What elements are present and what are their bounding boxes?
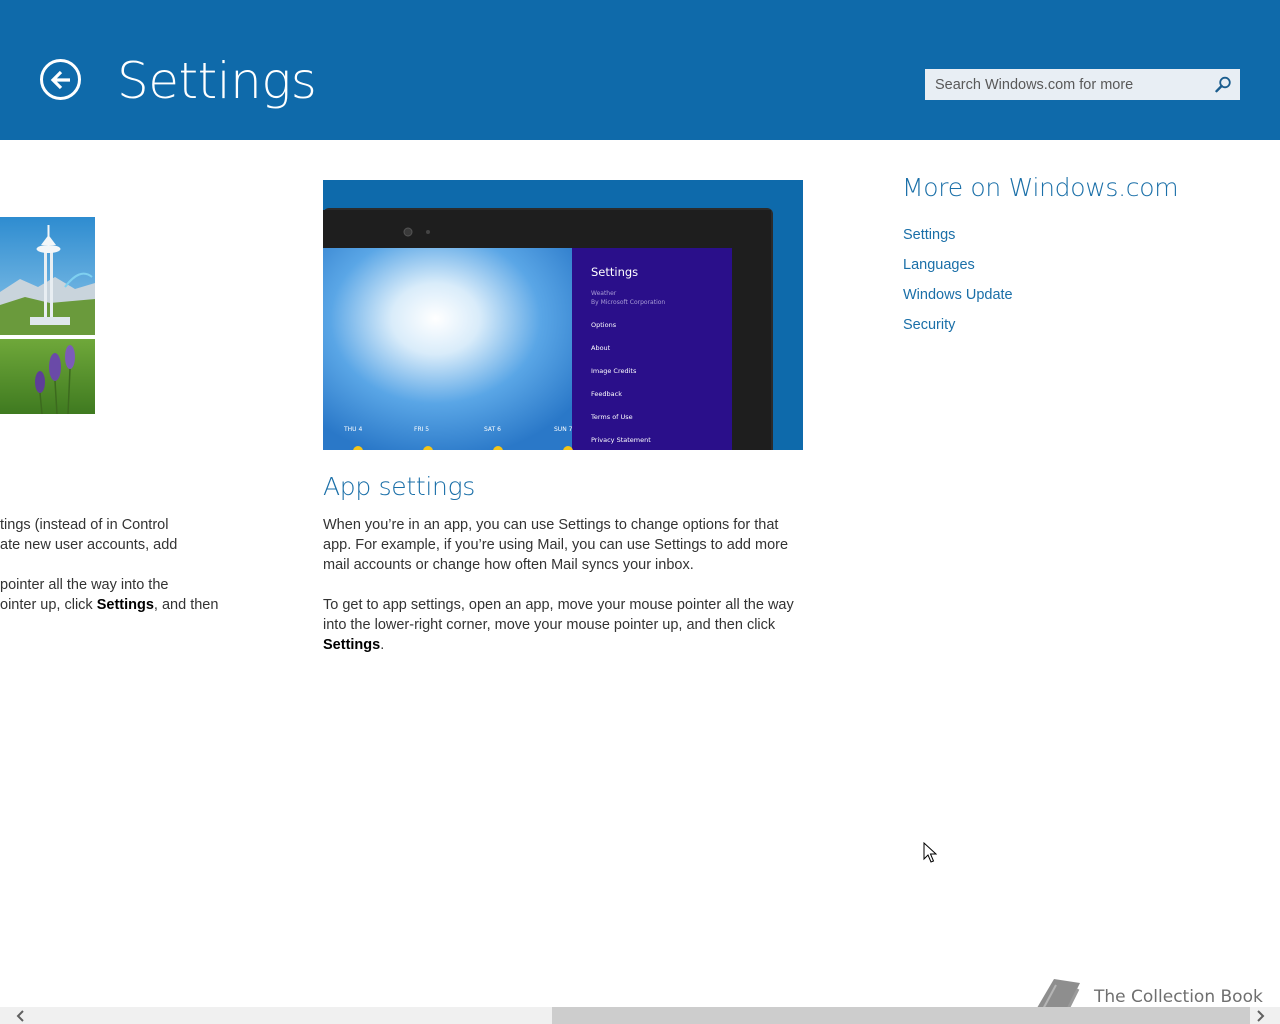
- panel-menu-item: About: [591, 344, 611, 352]
- left-section-text: [0, 515, 230, 615]
- link-settings[interactable]: Settings: [903, 227, 956, 243]
- panel-title: Settings: [591, 265, 639, 279]
- app-settings-paragraph-1: When you’re in an app, you can use Settings to change options for that app. For example, if you’re using Mail, you can use Settings to add more mail accounts or change how often Mail syncs your inbox.: [323, 517, 789, 573]
- chevron-left-icon: [16, 1010, 26, 1022]
- start-screen-tiles-image: [0, 217, 95, 414]
- back-arrow-icon: [50, 70, 72, 90]
- mouse-pointer-icon: [923, 842, 937, 864]
- left-line-1: tings (instead of in Control: [0, 517, 169, 533]
- panel-app-name: Weather: [591, 290, 617, 297]
- panel-menu-item: Image Credits: [591, 367, 637, 375]
- chevron-right-icon: [1255, 1010, 1265, 1022]
- back-button[interactable]: [40, 59, 81, 100]
- left-line-2: ate new user accounts, add: [0, 537, 178, 553]
- app-settings-paragraph-2: To get to app settings, open an app, move your mouse pointer all the way into the lower-right corner, move your mouse pointer up, and then click Settings.: [323, 597, 794, 653]
- link-languages[interactable]: Languages: [903, 257, 975, 273]
- panel-app-publisher: By Microsoft Corporation: [591, 299, 666, 306]
- link-windows-update[interactable]: Windows Update: [903, 287, 1013, 303]
- more-links-list: [903, 224, 1013, 344]
- scroll-right-button[interactable]: [1251, 1007, 1268, 1024]
- day-label: FRI 5: [414, 426, 430, 433]
- panel-menu-item: Feedback: [591, 390, 622, 398]
- day-label: THU 4: [344, 426, 363, 433]
- left-line-3: pointer all the way into the: [0, 577, 169, 593]
- app-settings-screenshot: [323, 180, 803, 450]
- horizontal-scrollbar[interactable]: [0, 1007, 1280, 1024]
- panel-menu-item: Options: [591, 321, 617, 329]
- page-title: Settings: [117, 52, 317, 110]
- list-item: [903, 254, 1013, 284]
- scrollbar-thumb[interactable]: [552, 1007, 1250, 1024]
- header-bar: [0, 0, 1280, 140]
- list-item: [903, 314, 1013, 344]
- day-label: SAT 6: [484, 426, 501, 433]
- search-box[interactable]: [925, 69, 1240, 100]
- panel-menu-item: Terms of Use: [591, 413, 633, 421]
- app-settings-body: [323, 515, 803, 675]
- list-item: [903, 224, 1013, 254]
- watermark-text: The Collection Book: [1094, 987, 1263, 1007]
- app-settings-heading: App settings: [323, 472, 476, 501]
- link-security[interactable]: Security: [903, 317, 956, 333]
- more-on-windows-heading: More on Windows.com: [902, 173, 1179, 202]
- left-line-4: ointer up, click Settings, and then: [0, 597, 219, 613]
- list-item: [903, 284, 1013, 314]
- search-icon[interactable]: [1215, 76, 1232, 93]
- day-label: SUN 7: [554, 426, 573, 433]
- panel-menu-item: Privacy Statement: [591, 436, 651, 444]
- scroll-left-button[interactable]: [12, 1007, 29, 1024]
- search-input[interactable]: [925, 69, 1205, 100]
